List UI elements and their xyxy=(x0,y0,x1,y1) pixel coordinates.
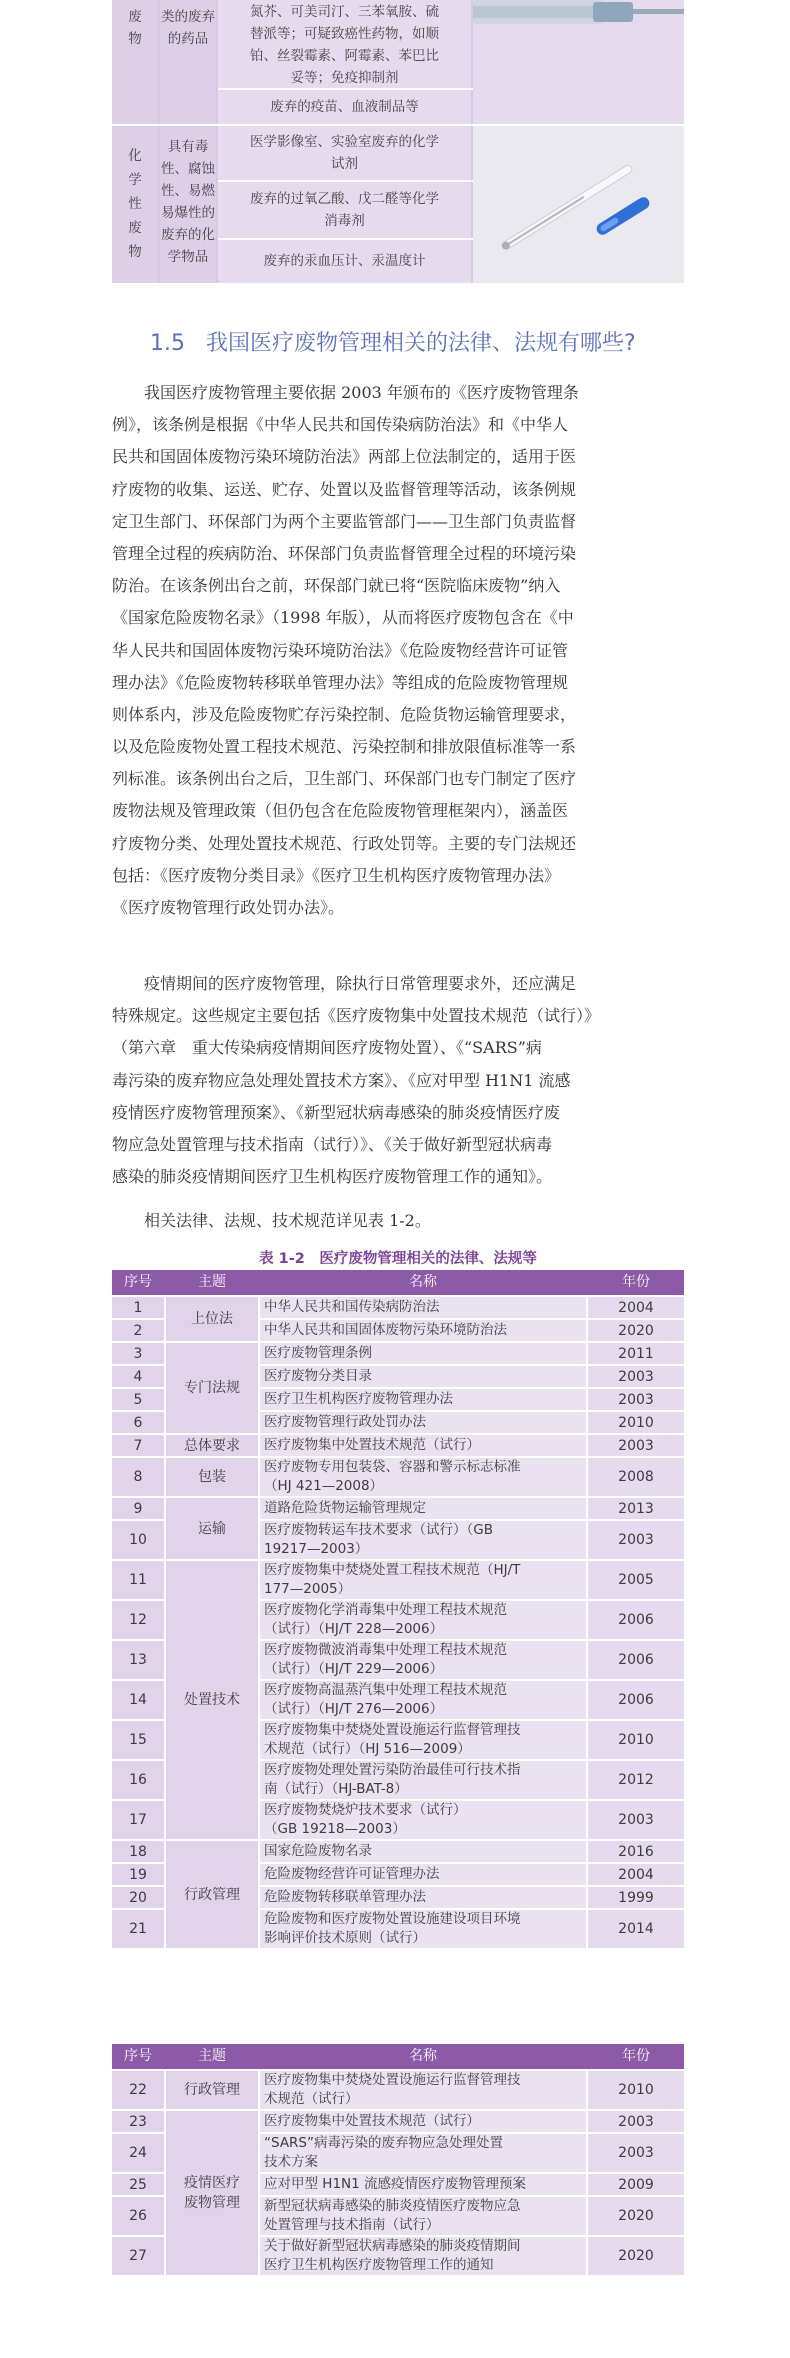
row-name-line: 医疗废物集中焚烧处置设施运行监督管理技 xyxy=(264,1722,521,1738)
row-name-line: 危险废物转移联单管理办法 xyxy=(264,1889,426,1905)
paragraph-line: 民共和国固体废物污染环境防治法》两部上位法制定的，适用于医 xyxy=(112,447,577,467)
row-name xyxy=(260,1761,586,1799)
row-name-line: 医疗废物处理处置污染防治最佳可行技术指 xyxy=(264,1762,521,1778)
row-name xyxy=(260,1681,586,1719)
row-name xyxy=(260,2237,586,2275)
theme-cell xyxy=(166,1343,258,1433)
table-caption: 表 1-2 医疗废物管理相关的法律、法规等 xyxy=(259,1251,537,1267)
description-line: 易爆性的 xyxy=(161,205,215,221)
theme-cell xyxy=(166,1458,258,1496)
category-cell-medicine xyxy=(112,0,158,124)
row-year: 2003 xyxy=(588,1521,684,1559)
row-name-line: （GB 19218—2003） xyxy=(264,1821,406,1837)
row-name-line: 影响评价技术原则（试行） xyxy=(264,1930,426,1946)
table-header xyxy=(112,1270,684,1295)
row-name xyxy=(260,1721,586,1759)
theme-cell xyxy=(166,1841,258,1948)
row-name-line: 177—2005） xyxy=(264,1581,352,1597)
row-name-line: 国家危险废物名录 xyxy=(264,1843,372,1859)
row-name-text xyxy=(264,1561,520,1599)
row-year: 2003 xyxy=(588,1366,684,1387)
example-line: 废弃的疫苗、血液制品等 xyxy=(270,99,419,115)
row-name-text xyxy=(264,1367,372,1386)
row-year: 2003 xyxy=(588,2134,684,2172)
row-number: 20 xyxy=(112,1887,164,1908)
category-char: 废 xyxy=(128,9,142,25)
row-name-line: 医疗废物专用包装袋、容器和警示标志标准 xyxy=(264,1459,521,1475)
example-line: 妥等；免疫抑制剂 xyxy=(290,70,399,86)
row-name-line: 医疗废物管理行政处罚办法 xyxy=(264,1414,426,1430)
row-name-text xyxy=(264,1413,426,1432)
row-name-line: 危险废物和医疗废物处置设施建设项目环境 xyxy=(264,1911,521,1927)
body-paragraph xyxy=(112,1205,684,1237)
paragraph-line: 以及危险废物处置工程技术规范、污染控制和排放限值标准等一系 xyxy=(112,737,577,757)
row-number: 6 xyxy=(112,1412,164,1433)
header-theme: 主题 xyxy=(198,1274,226,1290)
description-line: 废弃的化 xyxy=(161,227,215,243)
row-name-text xyxy=(264,1842,372,1861)
row-name-text xyxy=(264,1888,426,1907)
theme-cell xyxy=(166,1435,258,1456)
row-year: 2006 xyxy=(588,1641,684,1679)
row-name-text xyxy=(264,1601,507,1639)
example-cell xyxy=(218,240,471,283)
waste-category-table xyxy=(112,0,684,283)
row-name-line: 医疗废物高温蒸汽集中处理工程技术规范 xyxy=(264,1682,507,1698)
row-number: 13 xyxy=(112,1641,164,1679)
row-year: 2005 xyxy=(588,1561,684,1599)
thermometer-icon xyxy=(473,126,684,283)
row-name xyxy=(260,1864,586,1885)
row-name-line: 医疗废物集中焚烧处置工程技术规范（HJ/T xyxy=(264,1562,521,1578)
row-name-line: 医疗废物集中处置技术规范（试行） xyxy=(264,2113,480,2129)
row-name-line: 技术方案 xyxy=(264,2154,318,2170)
header-year: 年份 xyxy=(622,2048,650,2064)
row-name xyxy=(260,1841,586,1862)
row-name xyxy=(260,2174,586,2195)
row-name-line: 处置管理与技术指南（试行） xyxy=(264,2217,440,2233)
row-year: 2004 xyxy=(588,1297,684,1318)
description-line: 性、腐蚀 xyxy=(161,161,215,177)
description-line: 性、易燃 xyxy=(161,183,215,199)
row-name xyxy=(260,2111,586,2132)
row-name-line: 医疗废物转运车技术要求（试行）（GB xyxy=(264,1522,493,1538)
row-name-line: 医疗废物微波消毒集中处理工程技术规范 xyxy=(264,1642,507,1658)
row-name-line: 医疗废物分类目录 xyxy=(264,1368,372,1384)
paragraph-line: 包括：《医疗废物分类目录》《医疗卫生机构医疗废物管理办法》 xyxy=(112,865,561,885)
row-number: 7 xyxy=(112,1435,164,1456)
row-name-text xyxy=(264,2237,521,2275)
paragraph-line: 《国家危险废物名录》（1998 年版），从而将医疗废物包含在《中 xyxy=(112,608,574,628)
row-year: 2003 xyxy=(588,1389,684,1410)
row-name-text xyxy=(264,1761,521,1799)
row-name-line: 新型冠状病毒感染的肺炎疫情医疗废物应急 xyxy=(264,2198,521,2214)
row-name xyxy=(260,1561,586,1599)
row-name-text xyxy=(264,1681,507,1719)
header-no: 序号 xyxy=(124,1274,152,1290)
header-no: 序号 xyxy=(124,2048,152,2064)
row-number: 18 xyxy=(112,1841,164,1862)
row-year: 2013 xyxy=(588,1498,684,1519)
theme-label: 专门法规 xyxy=(184,1380,240,1396)
paragraph-line: 例》，该条例是根据《中华人民共和国传染病防治法》和《中华人 xyxy=(112,415,569,435)
paragraph-line: （第六章 重大传染病疫情期间医疗废物处置）、《“SARS”病 xyxy=(112,1038,542,1058)
row-name-text xyxy=(264,2175,526,2194)
row-name-text xyxy=(264,1436,480,1455)
section-title: 我国医疗废物管理相关的法律、法规有哪些? xyxy=(205,331,636,356)
row-name-text xyxy=(264,1865,440,1884)
category-char: 化 xyxy=(128,148,142,164)
row-name-line: （试行）（HJ/T 228—2006） xyxy=(264,1621,444,1637)
row-name xyxy=(260,1343,586,1364)
syringe-icon xyxy=(473,0,684,124)
row-name-line: 中华人民共和国固体废物污染环境防治法 xyxy=(264,1322,507,1338)
row-name-line: 术规范（试行） xyxy=(264,2091,359,2107)
row-name-line: 19217—2003） xyxy=(264,1541,369,1557)
theme-label: 总体要求 xyxy=(184,1437,240,1454)
theme-label: 上位法 xyxy=(191,1311,233,1327)
theme-label: 运输 xyxy=(198,1520,226,1537)
header-year: 年份 xyxy=(622,1274,650,1290)
row-name-text xyxy=(264,2197,521,2235)
description-line: 具有毒 xyxy=(167,139,209,155)
description-cell-chemical xyxy=(160,126,216,283)
row-year: 2016 xyxy=(588,1841,684,1862)
row-number: 4 xyxy=(112,1366,164,1387)
row-name-line: 医疗废物管理条例 xyxy=(264,1345,372,1361)
row-number: 17 xyxy=(112,1801,164,1839)
row-name-text xyxy=(264,1499,426,1518)
row-divider xyxy=(218,238,473,240)
paragraph-line: 管理全过程的疾病防治、环保部门负责监督管理全过程的环境污染 xyxy=(112,543,577,563)
paragraph-line: 定卫生部门、环保部门为两个主要监管部门——卫生部门负责监督 xyxy=(112,511,577,531)
example-cell xyxy=(218,182,471,238)
body-paragraph xyxy=(112,377,684,924)
paragraph-line: 防治。在该条例出台之前，环保部门就已将“医院临床废物”纳入 xyxy=(112,576,561,596)
paragraph-line: 感染的肺炎疫情期间医疗卫生机构医疗废物管理工作的通知》。 xyxy=(112,1167,553,1187)
section-number: 1.5 xyxy=(150,331,185,356)
law-table-part1 xyxy=(112,1270,684,2022)
body-paragraph xyxy=(112,968,684,1193)
row-year: 2009 xyxy=(588,2174,684,2195)
category-char: 物 xyxy=(128,31,142,47)
law-table-part2 xyxy=(112,2044,684,2320)
paragraph-line: 物应急处置管理与技术指南（试行）》、《关于做好新型冠状病毒 xyxy=(112,1134,553,1154)
row-name-line: 医疗废物化学消毒集中处理工程技术规范 xyxy=(264,1602,507,1618)
theme-label: 疫情医疗废物管理 xyxy=(184,2175,240,2211)
theme-cell xyxy=(166,2111,258,2275)
row-name-text xyxy=(264,1910,521,1948)
row-name-line: 应对甲型 H1N1 流感疫情医疗废物管理预案 xyxy=(264,2176,527,2192)
row-name-line: 医疗废物焚烧炉技术要求（试行） xyxy=(264,1802,467,1818)
row-number: 2 xyxy=(112,1320,164,1341)
row-name xyxy=(260,1297,586,1318)
header-name: 名称 xyxy=(409,1274,437,1290)
theme-cell xyxy=(166,1498,258,1559)
row-number: 1 xyxy=(112,1297,164,1318)
paragraph-line: 理办法》《危险废物转移联单管理办法》等组成的危险废物管理规 xyxy=(112,672,569,692)
category-cell-chemical xyxy=(112,126,158,283)
example-line: 废弃的过氧乙酸、戊二醛等化学 xyxy=(250,191,439,207)
row-name xyxy=(260,1801,586,1839)
row-name xyxy=(260,1521,586,1559)
description-line: 学物品 xyxy=(167,249,209,265)
row-number: 24 xyxy=(112,2134,164,2172)
row-year: 2008 xyxy=(588,1458,684,1496)
row-name-line: （试行）（HJ/T 229—2006） xyxy=(264,1661,444,1677)
row-number: 25 xyxy=(112,2174,164,2195)
paragraph-line: 相关法律、法规、技术规范详见表 1-2。 xyxy=(144,1211,431,1230)
row-name xyxy=(260,1498,586,1519)
paragraph-line: 疫情期间的医疗废物管理，除执行日常管理要求外，还应满足 xyxy=(144,974,577,993)
row-year: 2011 xyxy=(588,1343,684,1364)
row-number: 23 xyxy=(112,2111,164,2132)
example-line: 铂、丝裂霉素、阿霉素、苯巴比 xyxy=(250,48,439,64)
row-number: 27 xyxy=(112,2237,164,2275)
theme-label: 行政管理 xyxy=(184,2082,240,2098)
example-line: 医学影像室、实验室废弃的化学 xyxy=(250,134,439,150)
paragraph-line: 则体系内，涉及危险废物贮存污染控制、危险货物运输管理要求， xyxy=(112,704,577,724)
row-name-line: 中华人民共和国传染病防治法 xyxy=(264,1299,440,1315)
row-number: 12 xyxy=(112,1601,164,1639)
row-number: 14 xyxy=(112,1681,164,1719)
category-char: 性 xyxy=(128,196,142,212)
paragraph-line: 疗废物的收集、运送、贮存、处置以及监督管理等活动，该条例规 xyxy=(112,479,577,499)
example-cell xyxy=(218,90,471,124)
row-divider xyxy=(218,88,473,90)
row-name xyxy=(260,2071,586,2109)
row-name-text xyxy=(264,2112,480,2131)
row-year: 2006 xyxy=(588,1681,684,1719)
example-line: 消毒剂 xyxy=(324,213,365,229)
row-name xyxy=(260,1320,586,1341)
row-name-text xyxy=(264,1721,521,1759)
table-header xyxy=(112,2044,684,2069)
theme-cell xyxy=(166,1561,258,1839)
row-name-line: 医疗废物集中焚烧处置设施运行监督管理技 xyxy=(264,2072,521,2088)
row-name xyxy=(260,1601,586,1639)
row-year: 2012 xyxy=(588,1761,684,1799)
row-year: 2020 xyxy=(588,2237,684,2275)
paragraph-line: 《医疗废物管理行政处罚办法》。 xyxy=(112,898,345,917)
row-number: 11 xyxy=(112,1561,164,1599)
theme-label: 处置技术 xyxy=(184,1692,240,1708)
row-name xyxy=(260,2134,586,2172)
section-heading xyxy=(150,328,710,360)
row-name-line: 医疗卫生机构医疗废物管理工作的通知 xyxy=(264,2257,494,2273)
row-name-text xyxy=(264,1801,467,1839)
example-cell xyxy=(218,0,471,88)
row-name-text xyxy=(264,1390,453,1409)
category-char: 学 xyxy=(128,172,142,188)
paragraph-line: 我国医疗废物管理主要依据 2003 年颁布的《医疗废物管理条 xyxy=(144,383,579,402)
row-number: 16 xyxy=(112,1761,164,1799)
row-name-line: （试行）（HJ/T 276—2006） xyxy=(264,1701,444,1717)
example-line: 替派等；可疑致癌性药物，如顺 xyxy=(250,26,439,42)
row-name-text xyxy=(264,1521,493,1559)
row-year: 2010 xyxy=(588,1721,684,1759)
row-name xyxy=(260,2197,586,2235)
row-name-text xyxy=(264,2071,521,2109)
thermometer-photo xyxy=(473,126,684,283)
row-name-line: 关于做好新型冠状病毒感染的肺炎疫情期间 xyxy=(264,2238,521,2254)
row-name-text xyxy=(264,1344,372,1363)
row-name-line: 术规范（试行）（HJ 516—2009） xyxy=(264,1741,471,1757)
category-char: 物 xyxy=(128,244,142,260)
row-name-line: 医疗废物集中处置技术规范（试行） xyxy=(264,1437,480,1453)
row-number: 5 xyxy=(112,1389,164,1410)
theme-cell xyxy=(166,1297,258,1341)
paragraph-line: 疫情医疗废物管理预案》、《新型冠状病毒感染的肺炎疫情医疗废 xyxy=(112,1102,561,1122)
row-divider xyxy=(112,124,684,126)
row-divider xyxy=(218,180,473,182)
description-cell-medicine xyxy=(160,0,216,124)
paragraph-line: 列标准。该条例出台之后，卫生部门、环保部门也专门制定了医疗 xyxy=(112,769,577,789)
row-name-line: 危险废物经营许可证管理办法 xyxy=(264,1866,440,1882)
row-number: 3 xyxy=(112,1343,164,1364)
paragraph-line: 废物法规及管理政策（但仍包含在危险废物管理框架内），涵盖医 xyxy=(112,801,569,821)
row-name-text xyxy=(264,1321,507,1340)
description-line: 的药品 xyxy=(167,31,209,47)
row-number: 9 xyxy=(112,1498,164,1519)
theme-label: 包装 xyxy=(198,1469,226,1485)
paragraph-line: 华人民共和国固体废物污染环境防治法》《危险废物经营许可证管 xyxy=(112,640,569,660)
row-year: 2003 xyxy=(588,2111,684,2132)
row-number: 26 xyxy=(112,2197,164,2235)
row-number: 21 xyxy=(112,1910,164,1948)
row-name xyxy=(260,1389,586,1410)
row-name xyxy=(260,1412,586,1433)
header-theme: 主题 xyxy=(198,2048,226,2064)
example-line: 废弃的汞血压计、汞温度计 xyxy=(263,253,426,269)
row-name-text xyxy=(264,1641,507,1679)
syringe-photo xyxy=(473,0,684,124)
row-name-line: “SARS”病毒污染的废弃物应急处理处置 xyxy=(264,2135,503,2151)
row-year: 2010 xyxy=(588,1412,684,1433)
row-name xyxy=(260,1641,586,1679)
theme-cell xyxy=(166,2071,258,2109)
paragraph-line: 特殊规定。这些规定主要包括《医疗废物集中处置技术规范（试行）》 xyxy=(112,1006,601,1026)
example-line: 氮芥、可美司汀、三苯氧胺、硫 xyxy=(250,4,439,20)
row-number: 8 xyxy=(112,1458,164,1496)
row-year: 2010 xyxy=(588,2071,684,2109)
row-number: 10 xyxy=(112,1521,164,1559)
row-name-line: 道路危险货物运输管理规定 xyxy=(264,1500,426,1516)
row-name-text xyxy=(264,1298,440,1317)
row-year: 1999 xyxy=(588,1887,684,1908)
row-name-line: 南（试行）（HJ-BAT-8） xyxy=(264,1781,408,1797)
description-line: 类的废弃 xyxy=(161,9,215,25)
row-name xyxy=(260,1458,586,1496)
row-name xyxy=(260,1887,586,1908)
theme-label: 行政管理 xyxy=(184,1886,240,1903)
row-year: 2003 xyxy=(588,1435,684,1456)
row-name-text xyxy=(264,2134,503,2172)
header-name: 名称 xyxy=(409,2048,437,2064)
example-cell xyxy=(218,126,471,180)
row-year: 2006 xyxy=(588,1601,684,1639)
row-name-line: 医疗卫生机构医疗废物管理办法 xyxy=(264,1391,453,1407)
row-name xyxy=(260,1910,586,1948)
row-number: 15 xyxy=(112,1721,164,1759)
row-name xyxy=(260,1366,586,1387)
row-year: 2003 xyxy=(588,1801,684,1839)
row-name xyxy=(260,1435,586,1456)
row-year: 2004 xyxy=(588,1864,684,1885)
category-char: 废 xyxy=(128,220,142,236)
example-line: 试剂 xyxy=(331,156,358,172)
row-number: 19 xyxy=(112,1864,164,1885)
row-year: 2014 xyxy=(588,1910,684,1948)
paragraph-line: 疗废物分类、处理处置技术规范、行政处罚等。主要的专门法规还 xyxy=(112,833,577,853)
row-number: 22 xyxy=(112,2071,164,2109)
row-name-line: （HJ 421—2008） xyxy=(264,1478,384,1494)
row-year: 2020 xyxy=(588,1320,684,1341)
row-year: 2020 xyxy=(588,2197,684,2235)
paragraph-line: 毒污染的废弃物应急处理处置技术方案》、《应对甲型 H1N1 流感 xyxy=(112,1070,571,1090)
row-name-text xyxy=(264,1458,521,1496)
